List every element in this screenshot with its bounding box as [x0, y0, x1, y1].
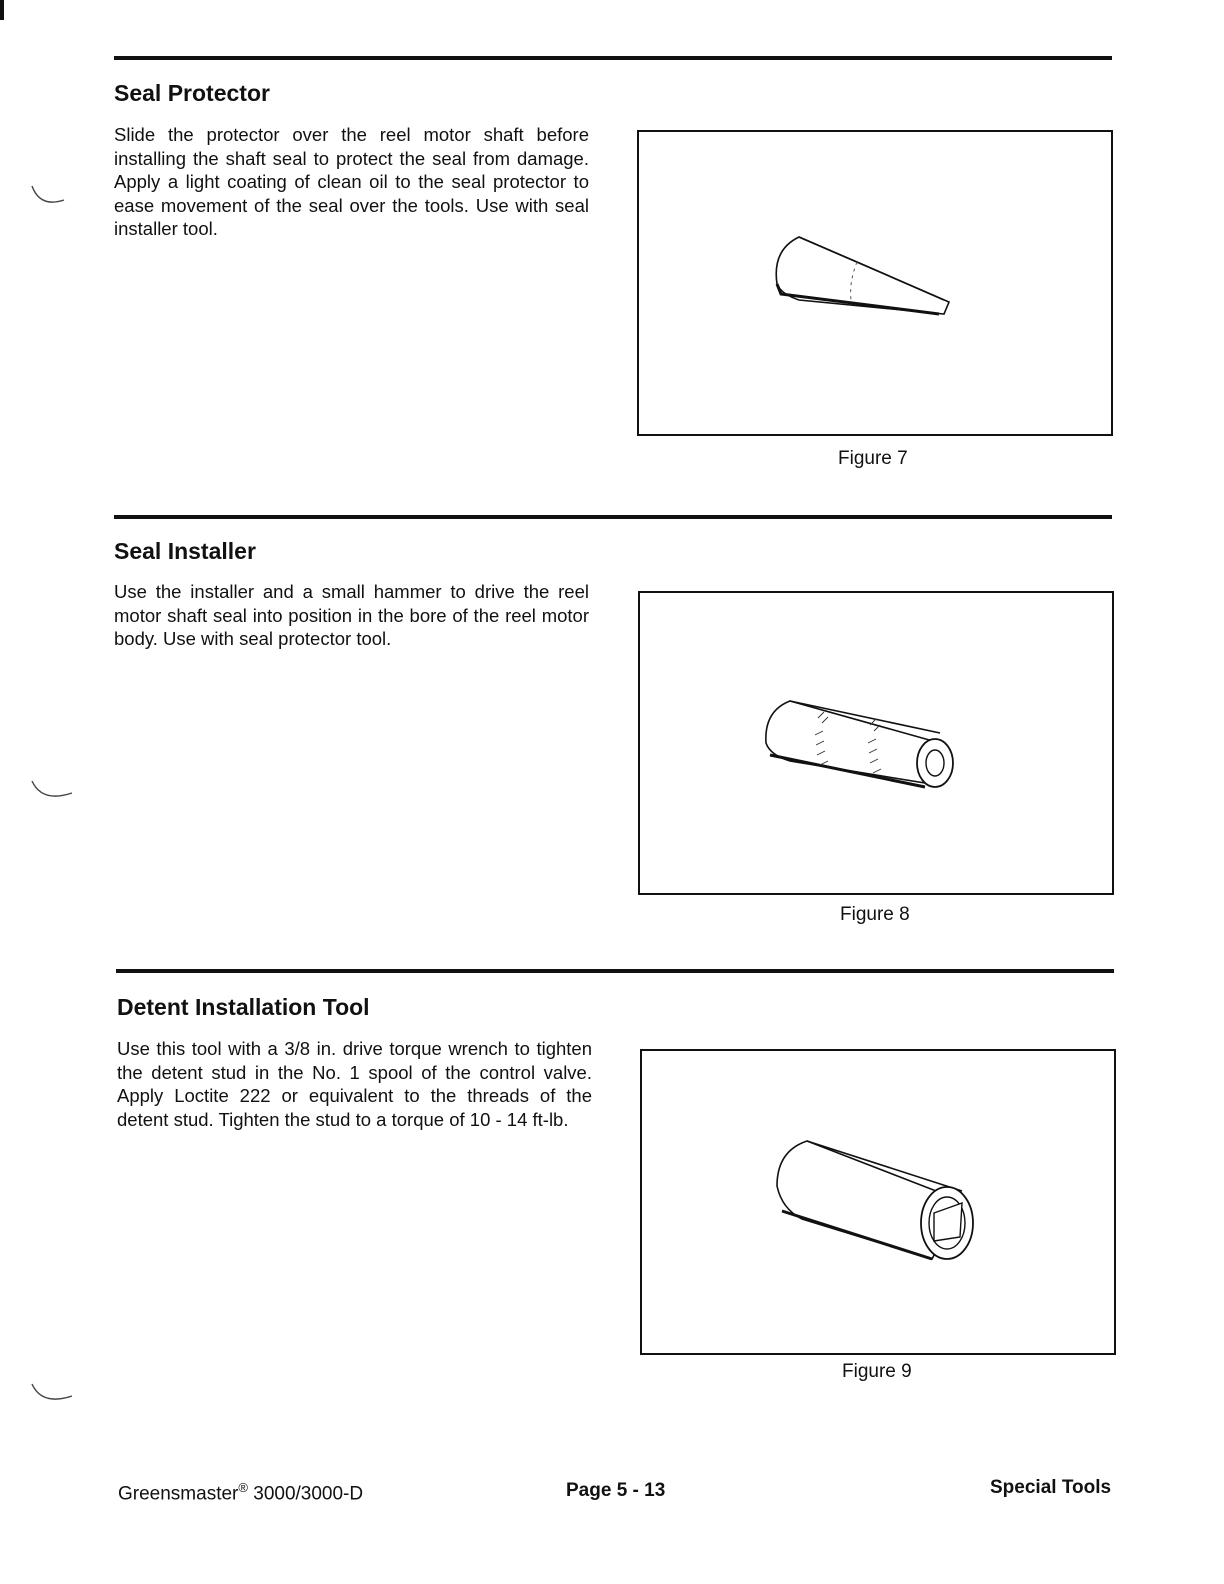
section-divider	[114, 56, 1112, 60]
binding-mark	[28, 1378, 76, 1408]
section-body-seal-installer: Use the installer and a small hammer to drive the reel motor shaft seal into position in the bore of the reel motor body. Use with seal protector tool.	[114, 581, 589, 649]
figure-caption: Figure 7	[838, 448, 908, 469]
section-body-detent-installation-tool: Use this tool with a 3/8 in. drive torque wrench to tighten the detent stud in the No. 1 spool of the control valve. Apply Loctite 222 or equivalent to the threads of the detent stud. Tighten the stud to a torque of 10 - 14 ft-lb.	[117, 1038, 592, 1130]
seal-protector-illustration	[639, 132, 1111, 434]
page-number: Page 5 - 13	[566, 1480, 666, 1501]
product-name: Greensmaster	[118, 1483, 239, 1505]
figure-seal-installer	[638, 591, 1114, 895]
binding-mark	[28, 775, 76, 805]
detent-tool-illustration	[642, 1051, 1114, 1353]
figure-caption: Figure 8	[840, 904, 910, 925]
section-title-detent-installation-tool: Detent Installation Tool	[117, 994, 370, 1020]
section-body-seal-protector: Slide the protector over the reel motor shaft before installing the shaft seal to protect the seal from damage. Apply a light coating of clean oil to the seal protector to ease movement of the seal over the tools. Use with seal installer tool.	[114, 124, 589, 239]
section-divider	[116, 969, 1114, 973]
section-title-seal-installer: Seal Installer	[114, 538, 256, 564]
footer-product	[118, 1480, 363, 1505]
registered-mark: ®	[238, 1480, 248, 1495]
scan-mark	[0, 0, 4, 20]
section-title-seal-protector: Seal Protector	[114, 80, 270, 106]
figure-seal-protector	[637, 130, 1113, 436]
seal-installer-illustration	[640, 593, 1112, 893]
chapter-title: Special Tools	[990, 1477, 1112, 1498]
model-number: 3000/3000-D	[247, 1483, 364, 1505]
figure-caption: Figure 9	[842, 1361, 912, 1382]
binding-mark	[28, 180, 68, 210]
section-divider	[114, 515, 1112, 519]
figure-detent-tool	[640, 1049, 1116, 1355]
